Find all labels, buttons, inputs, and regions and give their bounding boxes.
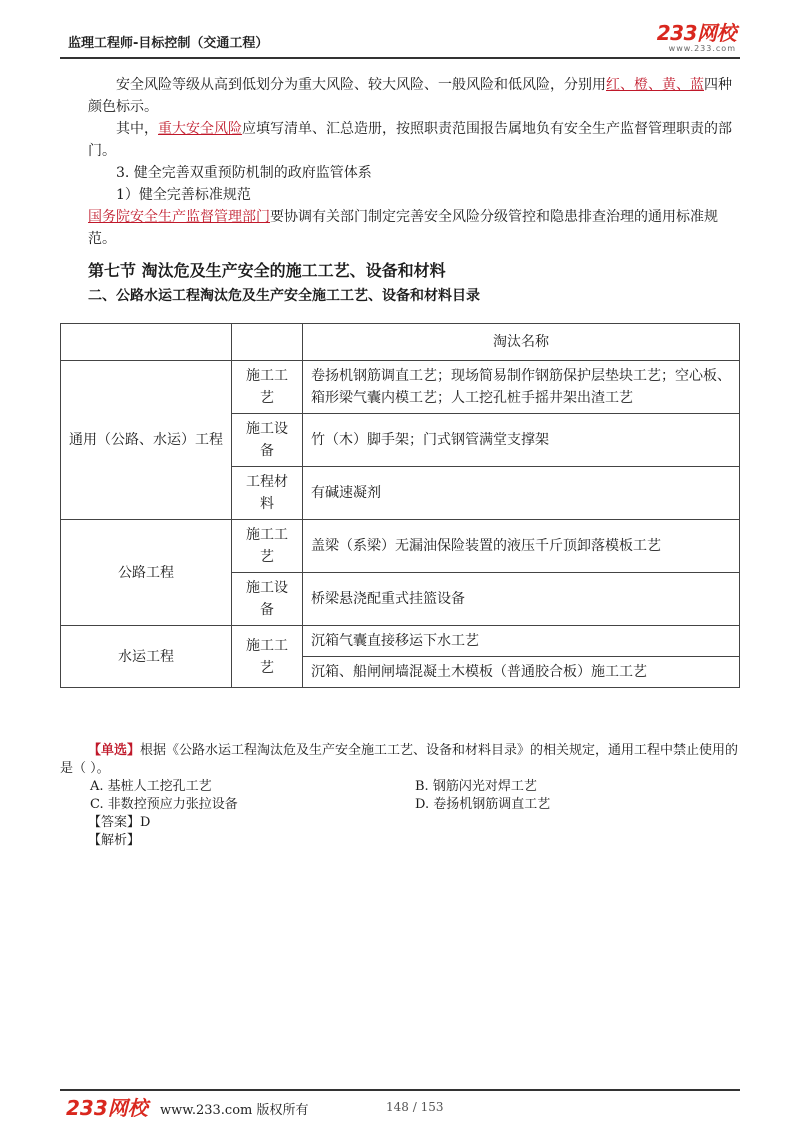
analysis: 【解析】 <box>88 833 141 848</box>
item-cell: 竹（木）脚手架；门式钢管满堂支撑架 <box>303 414 740 467</box>
options-row <box>60 796 740 814</box>
table-row <box>61 520 740 573</box>
table-row <box>61 361 740 414</box>
elimination-table <box>60 323 740 688</box>
type-cell: 施工工艺 <box>232 361 303 414</box>
group-waterway: 水运工程 <box>61 626 232 688</box>
paragraph-heading-1: 1）健全完善标准规范 <box>116 187 251 203</box>
item-cell: 沉箱气囊直接移运下水工艺 <box>303 626 740 657</box>
quiz-tag: 【单选】 <box>88 743 141 758</box>
question-text: 根据《公路水运工程淘汰危及生产安全施工工艺、设备和材料目录》的相关规定，通用工程中禁止使用的是（ ）。 <box>60 743 739 776</box>
option-a: A. 基桩人工挖孔工艺 <box>90 779 212 794</box>
header-title: 监理工程师-目标控制（交通工程） <box>68 36 269 51</box>
item-cell: 盖梁（系梁）无漏油保险装置的液压千斤顶卸落模板工艺 <box>303 520 740 573</box>
header-divider <box>60 57 740 59</box>
page-header <box>60 22 740 56</box>
type-cell: 施工设备 <box>232 573 303 626</box>
table-row <box>61 324 740 361</box>
answer: 【答案】D <box>88 815 151 830</box>
table-cell <box>232 324 303 361</box>
text: 要协调有关部门制定完善安全风险分级管控和隐患排查治理的通用标准规范。 <box>88 209 718 247</box>
text: 其中， <box>116 121 158 137</box>
logo-url: www.233.com <box>668 44 736 53</box>
text: 四种颜色标示。 <box>88 77 732 115</box>
paragraph-major-risk <box>88 118 740 162</box>
text: 安全风险等级从高到低划分为重大风险、较大风险、一般风险和低风险，分别用 <box>116 77 606 93</box>
option-d: D. 卷扬机钢筋调直工艺 <box>415 797 551 812</box>
group-highway: 公路工程 <box>61 520 232 626</box>
paragraph-state-council <box>88 206 740 250</box>
logo-text: 233网校 <box>656 21 736 45</box>
item-cell: 卷扬机钢筋调直工艺；现场简易制作钢筋保护层垫块工艺；空心板、箱形梁气囊内模工艺；人工挖孔桩手摇井架出渣工艺 <box>303 361 740 414</box>
paragraph-heading-3: 3. 健全完善双重预防机制的政府监管体系 <box>116 165 372 181</box>
table-cell <box>61 324 232 361</box>
quiz-block <box>60 742 740 850</box>
highlight-colors: 红、橙、黄、蓝 <box>606 77 704 93</box>
footer-logo: 233网校 <box>66 1096 148 1120</box>
type-cell: 施工工艺 <box>232 626 303 688</box>
type-cell: 施工工艺 <box>232 520 303 573</box>
section-title: 第七节 淘汰危及生产安全的施工工艺、设备和材料 <box>88 261 446 280</box>
brand-logo <box>657 22 736 53</box>
page-number: 148 / 153 <box>386 1100 444 1114</box>
options-row <box>60 778 740 796</box>
type-cell: 施工设备 <box>232 414 303 467</box>
footer-copyright: www.233.com 版权所有 <box>160 1103 309 1118</box>
table-header: 淘汰名称 <box>303 324 740 361</box>
body-text <box>88 74 740 308</box>
footer-divider <box>60 1089 740 1091</box>
highlight-major-risk: 重大安全风险 <box>158 121 242 137</box>
text: 应填写清单、汇总造册，按照职责范围报告属地负有安全生产监督管理职责的部门。 <box>88 121 732 159</box>
option-b: B. 钢筋闪光对焊工艺 <box>415 779 537 794</box>
option-c: C. 非数控预应力张拉设备 <box>90 797 238 812</box>
item-cell: 桥梁悬浇配重式挂篮设备 <box>303 573 740 626</box>
quiz-question <box>60 742 740 778</box>
sub-title: 二、公路水运工程淘汰危及生产安全施工工艺、设备和材料目录 <box>88 288 480 304</box>
item-cell: 沉箱、船闸闸墙混凝土木模板（普通胶合板）施工工艺 <box>303 657 740 688</box>
type-cell: 工程材料 <box>232 467 303 520</box>
highlight-department: 国务院安全生产监督管理部门 <box>88 209 270 225</box>
item-cell: 有碱速凝剂 <box>303 467 740 520</box>
table-row <box>61 626 740 657</box>
group-general: 通用（公路、水运）工程 <box>61 361 232 520</box>
paragraph-risk-levels <box>88 74 740 118</box>
